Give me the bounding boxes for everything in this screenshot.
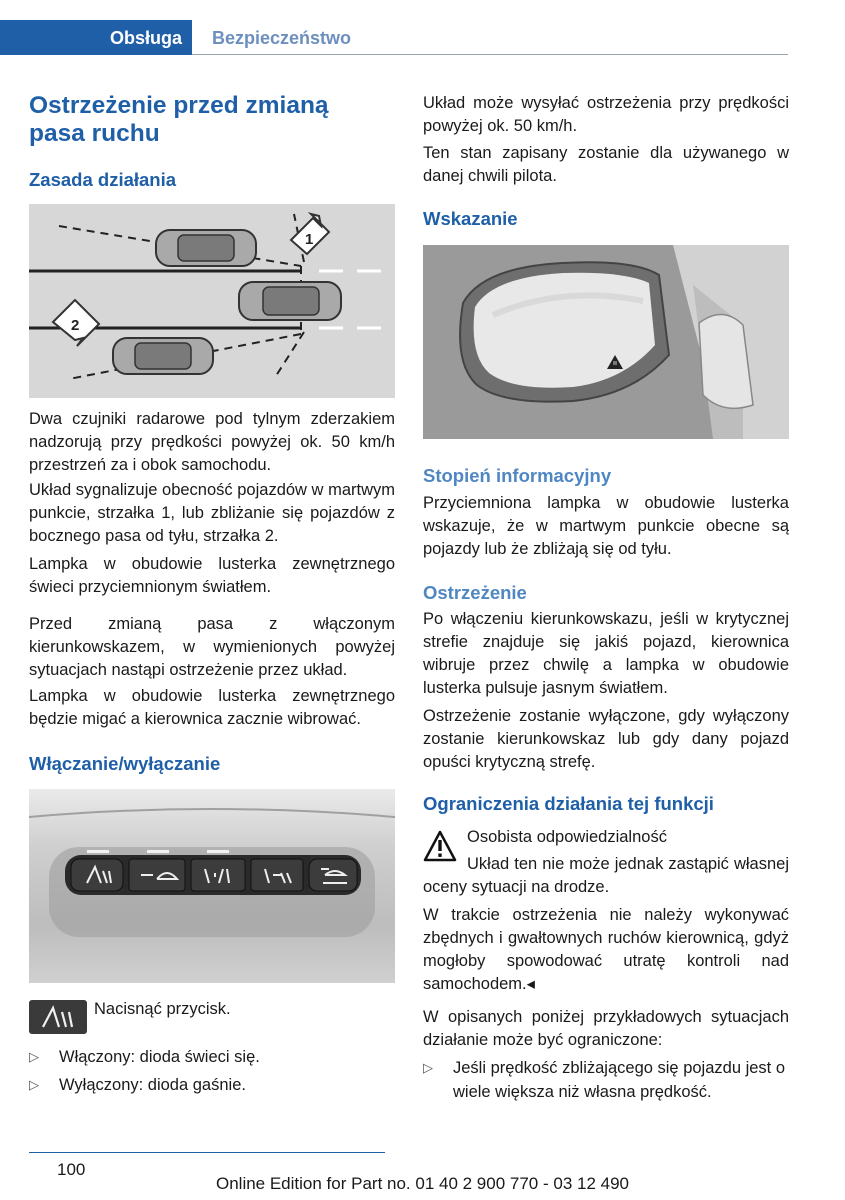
- header-tabs: [0, 20, 788, 55]
- arrow-1-label: 1: [305, 231, 314, 248]
- lane-diagram: [29, 204, 395, 398]
- bullet-off: [29, 1073, 395, 1097]
- bullet-on-text: Włączony: dioda świeci się.: [59, 1048, 260, 1066]
- heading-wlaczanie: Włączanie/wyłączanie: [29, 753, 221, 774]
- lane-diagram-svg: [29, 204, 395, 398]
- left-paragraph-1: Dwa czujniki radarowe pod tylnym zderzakiem nadzorują przy prędkości powyżej ok. 50 km/h przestrzeń za i obok samochodu.: [29, 410, 395, 474]
- bullet-triangle-icon: ▷: [29, 1049, 39, 1064]
- edition-text: Online Edition for Part no. 01 40 2 900 770 - 03 12 490: [215, 1174, 629, 1193]
- tab-bezpieczenstwo[interactable]: Bezpieczeństwo: [212, 28, 352, 48]
- bullet-on: [29, 1045, 395, 1069]
- right-paragraph-7: W opisanych poniżej przykładowych sytuacjach działanie może być ograniczone:: [423, 1008, 789, 1049]
- warning-title: Osobista odpowiedzialność: [467, 828, 667, 846]
- bullet-triangle-icon: ▷: [29, 1077, 39, 1092]
- page-title: [29, 92, 329, 148]
- bullet-off-text: Wyłączony: dioda gaśnie.: [59, 1076, 246, 1094]
- arrow-2-label: 2: [71, 317, 80, 334]
- lane-warning-button-icon: [29, 1000, 87, 1034]
- right-paragraph-5: Ostrzeżenie zostanie wyłączone, gdy wyłączony zostanie kierunkowskaz lub gdy dany pojazd opuści krytyczną strefę.: [423, 707, 789, 771]
- warning-text: Układ ten nie może jednak zastąpić własnej oceny sytuacji na drodze.: [423, 855, 789, 896]
- mirror-image: [423, 245, 789, 439]
- header-rule: [192, 54, 788, 55]
- page-number: 100: [57, 1160, 86, 1179]
- bullet-triangle-icon: ▷: [423, 1060, 433, 1075]
- footer-rule: [29, 1152, 385, 1153]
- right-paragraph-4: Po włączeniu kierunkowskazu, jeśli w krytycznej strefie znajduje się jakiś pojazd, kierownica wibruje przez chwilę a lampka w obudowie lusterka pulsuje jasnym światłem.: [423, 610, 789, 697]
- heading-wskazanie: Wskazanie: [423, 208, 518, 229]
- left-paragraph-4: Przed zmianą pasa z włączonym kierunkowskazem, w wymienionych powyżej sytuacjach nastąpi ostrzeżenie przez układ.: [29, 615, 395, 679]
- heading-zasada: Zasada działania: [29, 169, 177, 190]
- tab-obsluga[interactable]: Obsługa: [0, 20, 192, 55]
- limitation-bullet-text: Jeśli prędkość zbliżającego się pojazdu jest o wiele większa niż własna prędkość.: [453, 1059, 786, 1101]
- left-paragraph-5: Lampka w obudowie lusterka zewnętrznego będzie migać a kierownica zacznie wibrować.: [29, 687, 395, 728]
- heading-ostrzezenie: Ostrzeżenie: [423, 582, 527, 603]
- right-paragraph-2: Ten stan zapisany zostanie dla używanego w danej chwili pilota.: [423, 144, 789, 185]
- press-button-text: Nacisnąć przycisk.: [94, 1000, 231, 1018]
- heading-stopien-informacyjny: Stopień informacyjny: [423, 465, 612, 486]
- right-paragraph-1: Układ może wysyłać ostrzeżenia przy prędkości powyżej ok. 50 km/h.: [423, 94, 789, 135]
- left-paragraph-3: Lampka w obudowie lusterka zewnętrznego świeci przyciemnionym światłem.: [29, 555, 395, 596]
- right-paragraph-3: Przyciemniona lampka w obudowie lusterka wskazuje, że w martwym punkcie obecne są pojazdy lub że zbliżają się od tyłu.: [423, 494, 789, 558]
- button-panel-image: [29, 789, 395, 983]
- right-paragraph-6: W trakcie ostrzeżenia nie należy wykonywać zbędnych i gwałtownych ruchów kierownicą, gdyż mogłoby spowodować utratę kontroli nad samochodem.◂: [423, 906, 789, 993]
- left-paragraph-2: Układ sygnalizuje obecność pojazdów w martwym punkcie, strzałka 1, lub zbliżanie się pojazdów z bocznego pasa od tyłu, strzałka 2.: [29, 481, 395, 545]
- title-line-2: pasa ruchu: [29, 120, 160, 147]
- limitation-bullet: [423, 1056, 789, 1104]
- title-line-1: Ostrzeżenie przed zmianą: [29, 92, 329, 119]
- heading-ograniczenia: Ograniczenia działania tej funkcji: [423, 793, 714, 814]
